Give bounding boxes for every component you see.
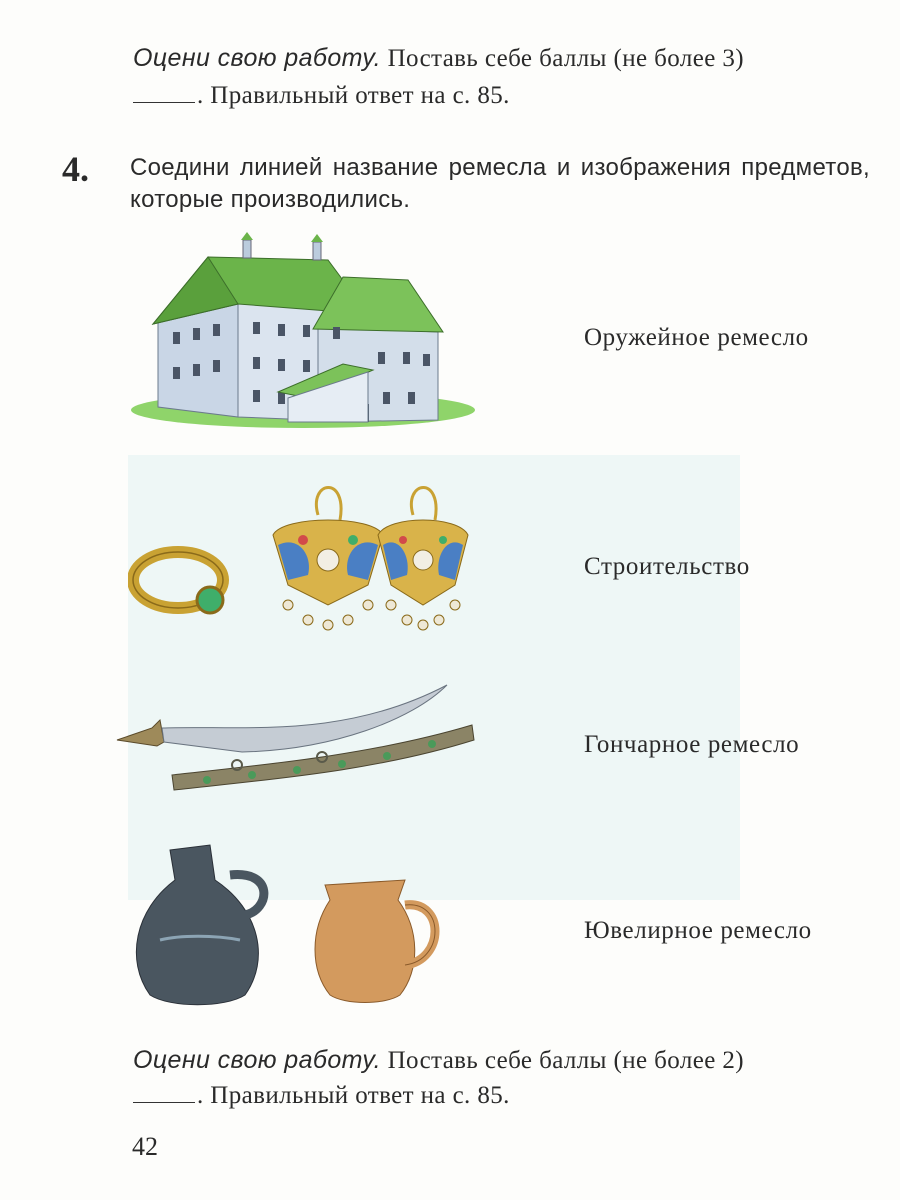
self-check-bottom-line1 bbox=[133, 1046, 744, 1075]
self-check-label: Оцени свою работу. bbox=[133, 1046, 381, 1074]
craft-label-pottery[interactable]: Гончарное ремесло bbox=[584, 731, 800, 758]
task-number: 4. bbox=[62, 149, 89, 189]
craft-label-construction[interactable]: Строительство bbox=[584, 553, 750, 580]
answer-reference: . Правильный ответ на с. 85. bbox=[197, 1082, 510, 1109]
page-number: 42 bbox=[132, 1132, 158, 1161]
self-check-text: Поставь себе баллы (не более 3) bbox=[380, 45, 744, 72]
self-check-bottom-line2 bbox=[133, 1082, 510, 1110]
task-instruction: Соедини линией название ремесла и изображения предметов, которые производились. bbox=[130, 154, 870, 213]
craft-label-weapons[interactable]: Оружейное ремесло bbox=[584, 324, 809, 351]
self-check-label: Оцени свою работу. bbox=[133, 44, 381, 72]
self-check-text: Поставь себе баллы (не более 2) bbox=[380, 1047, 744, 1074]
jewelry-illustration[interactable] bbox=[128, 475, 473, 650]
score-blank[interactable] bbox=[133, 84, 195, 103]
score-blank[interactable] bbox=[133, 1084, 195, 1103]
saber-illustration[interactable] bbox=[112, 680, 482, 795]
self-check-top-line2 bbox=[133, 82, 510, 110]
self-check-top-line1 bbox=[133, 44, 744, 73]
answer-reference: . Правильный ответ на с. 85. bbox=[197, 82, 510, 109]
craft-label-jewelry[interactable]: Ювелирное ремесло bbox=[584, 917, 812, 944]
pottery-illustration[interactable] bbox=[130, 840, 450, 1010]
building-illustration[interactable] bbox=[128, 232, 478, 432]
